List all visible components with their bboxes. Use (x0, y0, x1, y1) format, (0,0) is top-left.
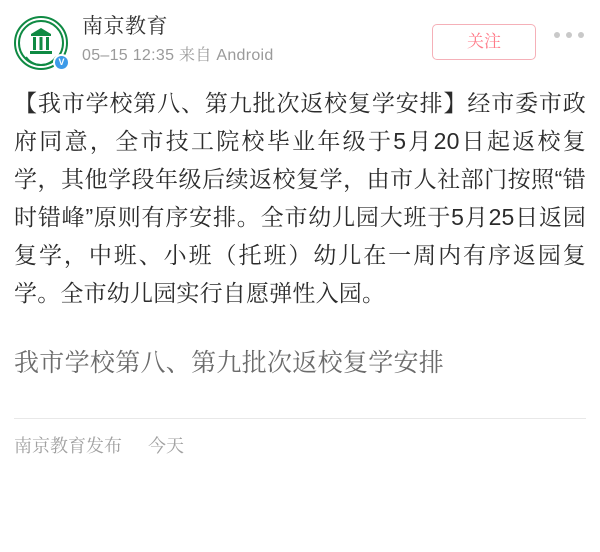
article-time: 今天 (148, 436, 184, 456)
dot (578, 32, 584, 38)
article-source: 南京教育发布 (14, 436, 122, 456)
post-meta (68, 14, 432, 66)
article-card-footer (14, 419, 586, 458)
follow-button[interactable]: 关注 (432, 24, 536, 60)
post-timestamp: 05–15 12:35 来自 Android (82, 47, 274, 64)
author-name[interactable]: 南京教育 (82, 15, 168, 38)
dot (566, 32, 572, 38)
more-options-icon[interactable] (554, 32, 584, 38)
post-header (0, 0, 600, 78)
dot (554, 32, 560, 38)
post-content: 【我市学校第八、第九批次返校复学安排】经市委市政府同意，全市技工院校毕业年级于5月20日起返校复学，其他学段年级后续返校复学，由市人社部门按照“错时错峰”原则有序安排。全市幼儿园大班于5月25日返园复学，中班、小班（托班）幼儿在一周内有序返园复学。全市幼儿园实行自愿弹性入园。 (14, 90, 586, 306)
article-card-title[interactable]: 我市学校第八、第九批次返校复学安排 (14, 349, 445, 377)
verified-badge-icon: V (53, 54, 70, 71)
avatar[interactable] (14, 16, 68, 70)
